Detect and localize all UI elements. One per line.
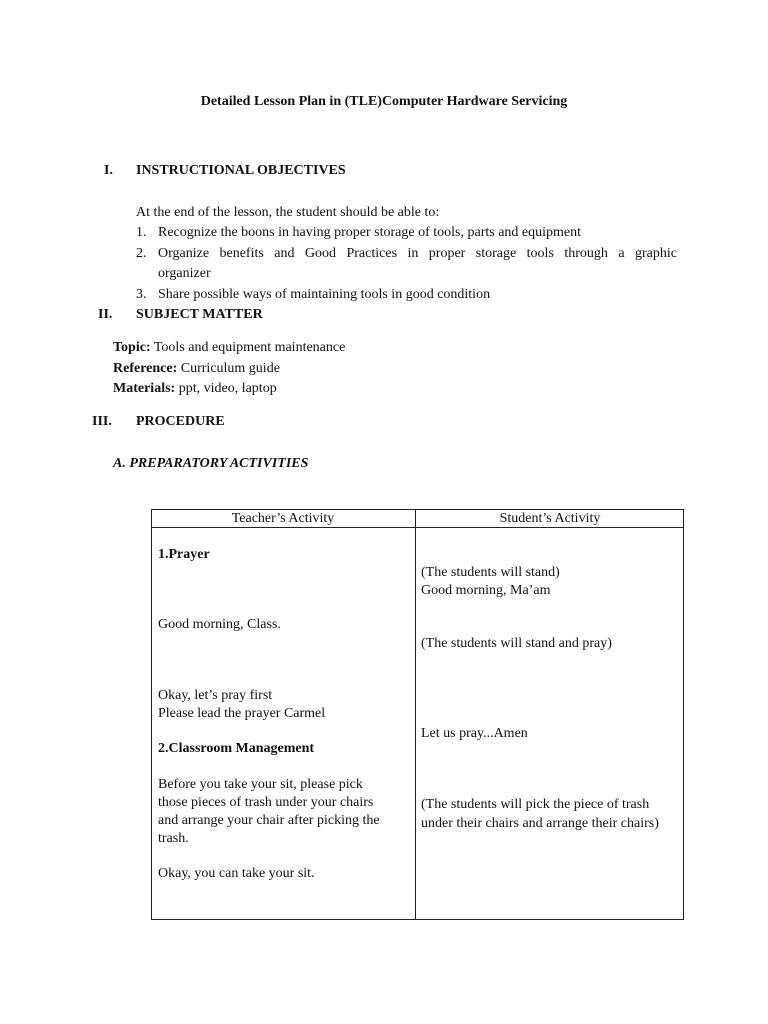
student-amen: Let us pray...Amen xyxy=(421,726,528,741)
prayer-heading: 1.Prayer xyxy=(158,547,210,562)
reference-value: Curriculum guide xyxy=(180,361,280,376)
objective-number: 2. xyxy=(136,246,147,261)
table-header-divider xyxy=(151,527,684,528)
teacher-activity-header: Teacher’s Activity xyxy=(231,511,335,526)
student-stand: (The students will stand) xyxy=(421,565,560,580)
reference-line xyxy=(113,361,280,377)
teacher-pray-line: Please lead the prayer Carmel xyxy=(158,706,326,721)
teacher-management-line: and arrange your chair after picking the xyxy=(158,813,380,828)
student-pick-trash: (The students will pick the piece of trash xyxy=(421,797,650,812)
section-number-subject-matter: II. xyxy=(98,307,113,322)
section-title-objectives: INSTRUCTIONAL OBJECTIVES xyxy=(136,163,346,178)
objective-text: Organize benefits and Good Practices in proper storage tools through a graphic xyxy=(158,246,677,261)
topic-label: Topic: xyxy=(113,340,151,355)
student-greeting: Good morning, Ma’am xyxy=(421,583,551,598)
objective-text: Share possible ways of maintaining tools in good condition xyxy=(158,287,491,302)
section-title-procedure: PROCEDURE xyxy=(136,414,225,429)
materials-line xyxy=(113,381,277,397)
section-number-procedure: III. xyxy=(92,414,112,429)
topic-value: Tools and equipment maintenance xyxy=(153,340,346,355)
section-title-subject-matter: SUBJECT MATTER xyxy=(136,307,263,322)
objective-text-continued: organizer xyxy=(158,266,211,281)
objective-number: 1. xyxy=(136,225,147,240)
teacher-management-line: trash. xyxy=(158,831,189,846)
student-stand-pray: (The students will stand and pray) xyxy=(421,636,612,651)
teacher-pray-line: Okay, let’s pray first xyxy=(158,688,273,703)
table-column-divider xyxy=(415,509,416,920)
objective-text: Recognize the boons in having proper storage of tools, parts and equipment xyxy=(158,225,582,240)
student-pick-trash: under their chairs and arrange their chairs) xyxy=(421,816,659,831)
reference-label: Reference: xyxy=(113,361,178,376)
classroom-management-heading: 2.Classroom Management xyxy=(158,741,315,756)
teacher-management-line: Before you take your sit, please pick xyxy=(158,777,363,792)
materials-value: ppt, video, laptop xyxy=(178,381,277,396)
teacher-take-sit: Okay, you can take your sit. xyxy=(158,866,315,881)
objective-number: 3. xyxy=(136,287,147,302)
objectives-intro: At the end of the lesson, the student should be able to: xyxy=(136,205,440,220)
materials-label: Materials: xyxy=(113,381,176,396)
section-number-objectives: I. xyxy=(104,163,113,178)
document-title: Detailed Lesson Plan in (TLE)Computer Hardware Servicing xyxy=(200,94,568,109)
topic-line xyxy=(113,340,345,356)
teacher-management-line: those pieces of trash under your chairs xyxy=(158,795,374,810)
teacher-greeting: Good morning, Class. xyxy=(158,617,281,632)
preparatory-activities-heading: A. PREPARATORY ACTIVITIES xyxy=(113,456,309,471)
student-activity-header: Student’s Activity xyxy=(499,511,601,526)
